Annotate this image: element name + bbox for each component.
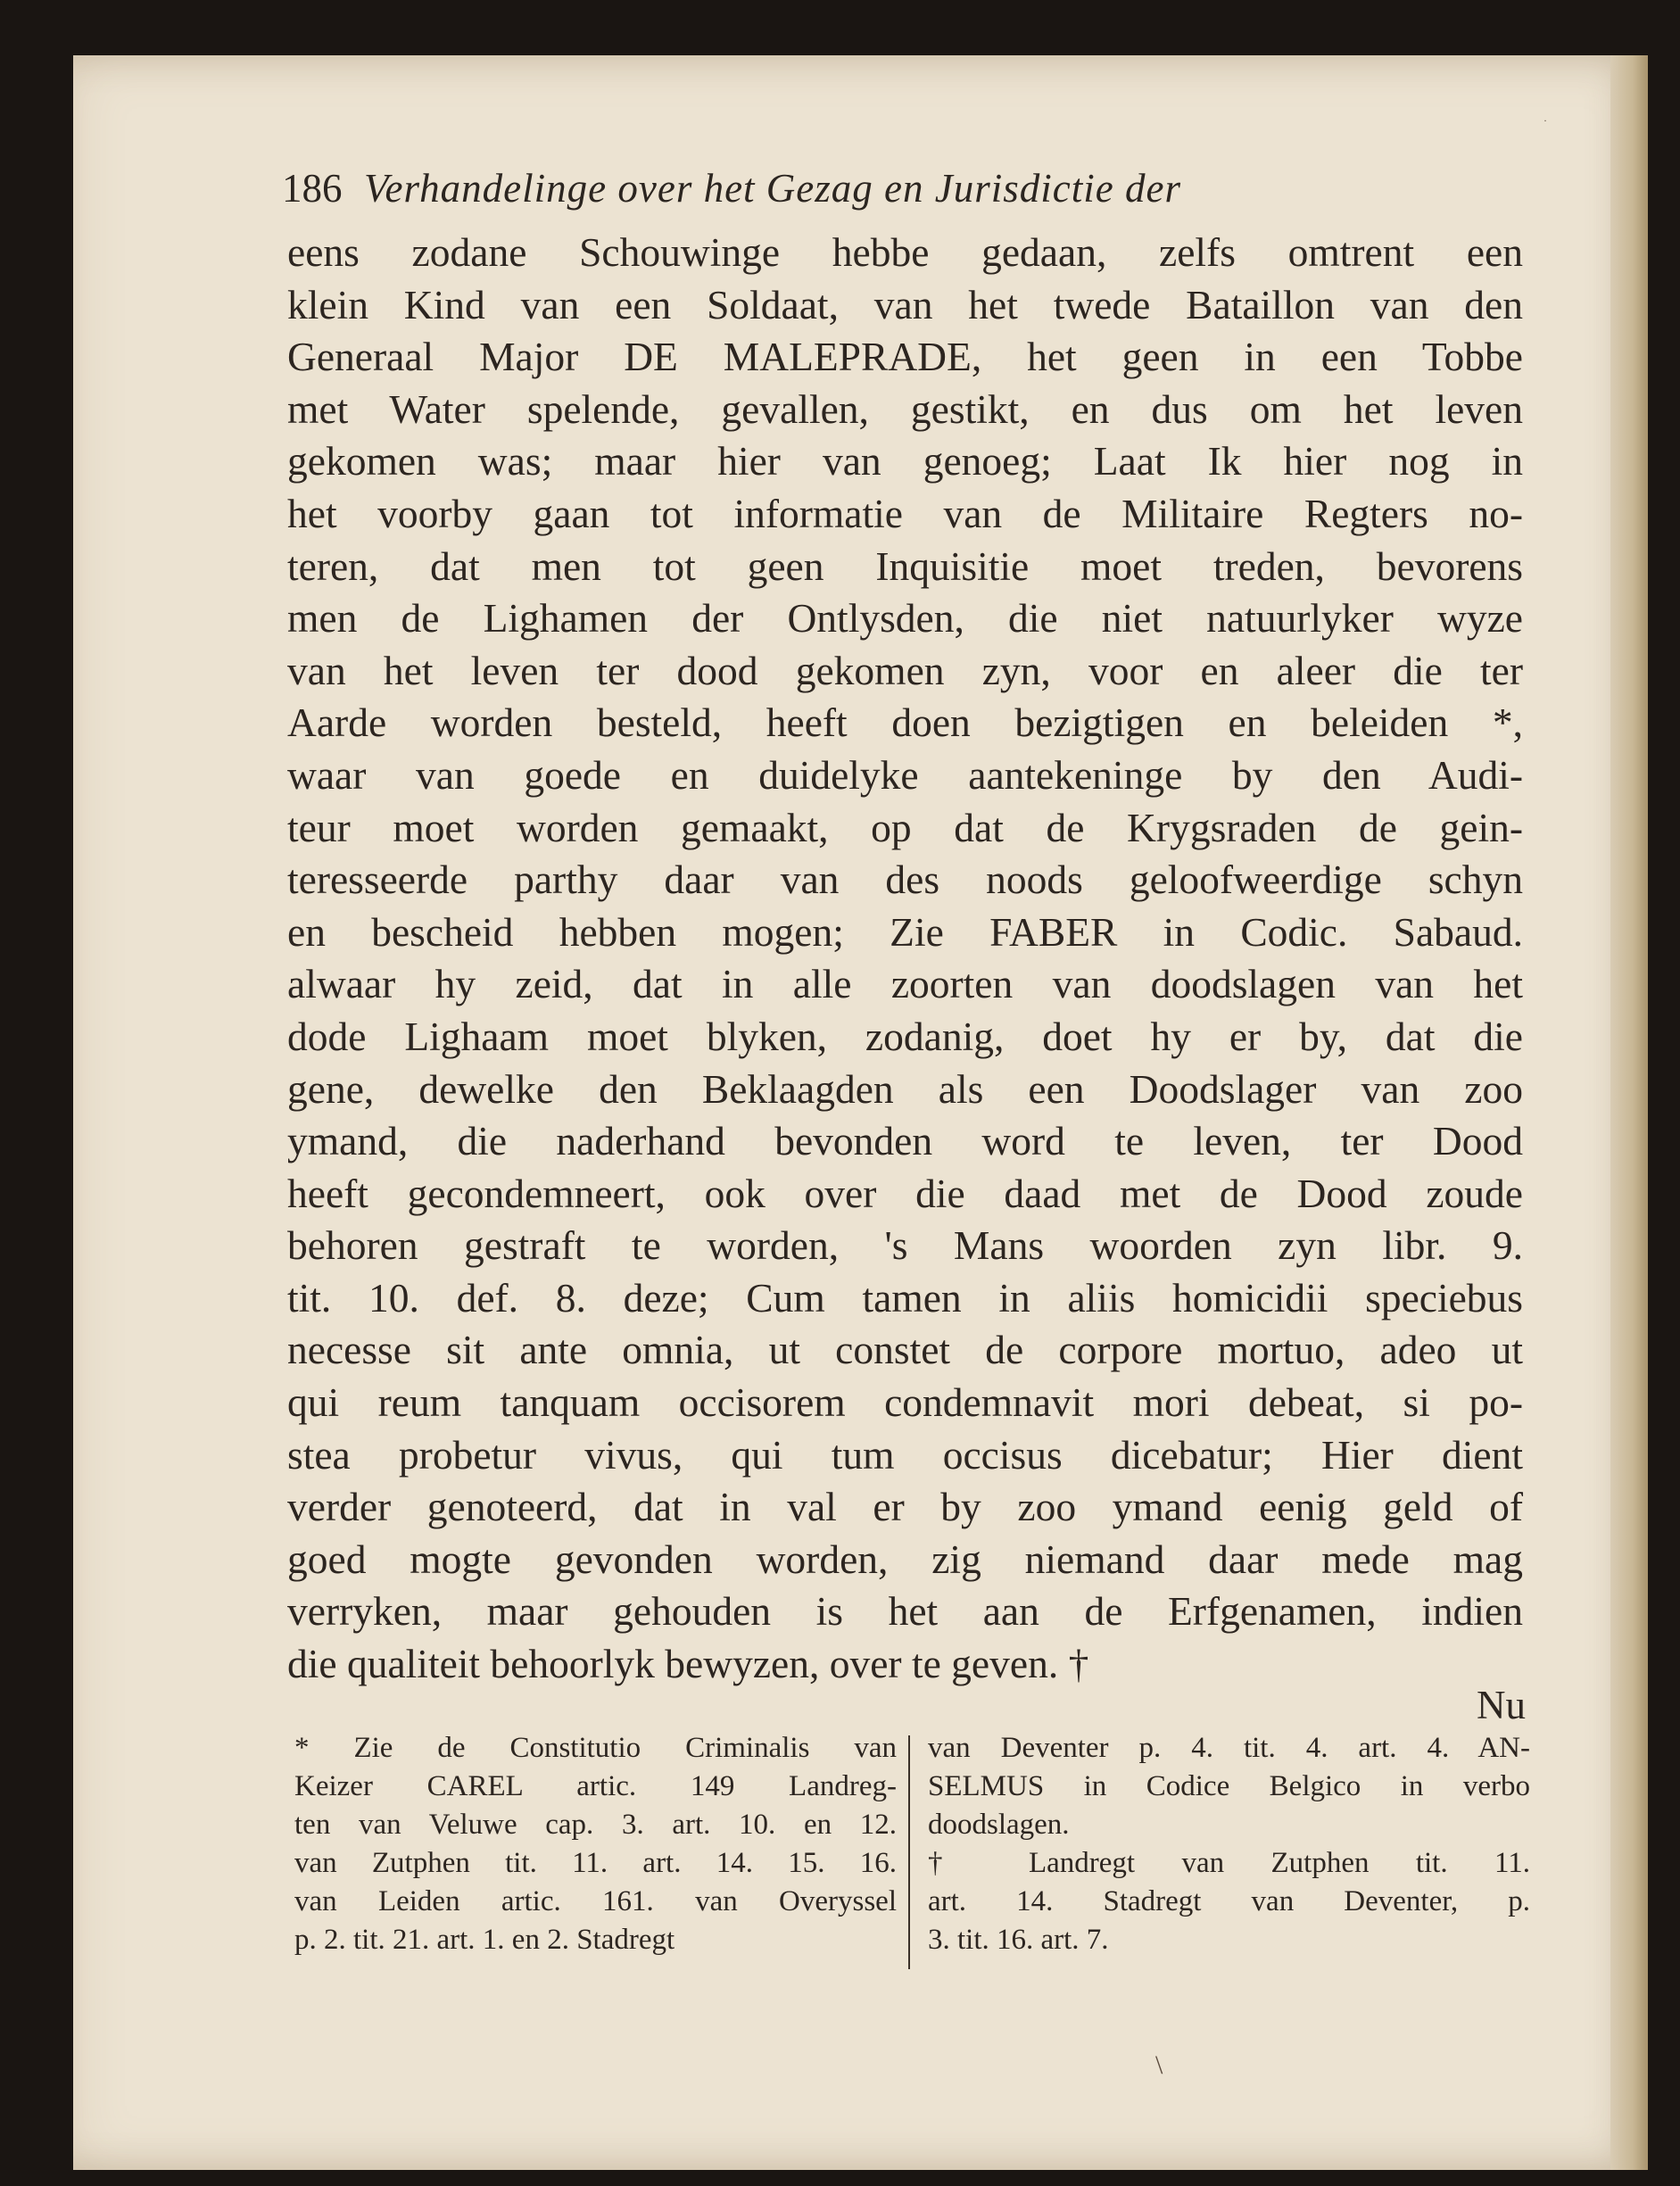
text-line: alwaar hy zeid, dat in alle zoorten van doodslagen van het [287, 961, 1523, 1007]
footnotes-left-column [294, 1729, 897, 1959]
footnote-line: † Landregt van Zutphen tit. 11. [928, 1847, 1530, 1879]
text-line: van het leven ter dood gekomen zyn, voor en aleer die ter [287, 647, 1523, 693]
catchword: Nu [1477, 1683, 1526, 1727]
footnote-line: van Zutphen tit. 11. art. 14. 15. 16. [294, 1847, 897, 1879]
footnote-line: van Leiden artic. 161. van Overyssel [294, 1885, 897, 1917]
text-line: goed mogte gevonden worden, zig niemand daar mede mag [287, 1536, 1523, 1582]
text-line: stea probetur vivus, qui tum occisus dicebatur; Hier dient [287, 1431, 1523, 1478]
footnote-line: van Deventer p. 4. tit. 4. art. 4. AN- [928, 1732, 1530, 1764]
footnote-line: ten van Veluwe cap. 3. art. 10. en 12. [294, 1809, 897, 1841]
footnote-line: p. 2. tit. 21. art. 1. en 2. Stadregt [294, 1924, 675, 1956]
text-line: heeft gecondemneert, ook over die daad met de Dood zoude [287, 1170, 1523, 1216]
text-line: qui reum tanquam occisorem condemnavit mori debeat, si po- [287, 1379, 1523, 1426]
text-line: eens zodane Schouwinge hebbe gedaan, zelfs omtrent een [287, 229, 1523, 275]
text-line: verryken, maar gehouden is het aan de Erfgenamen, indien [287, 1588, 1523, 1635]
text-line: teresseerde parthy daar van des noods geloofweerdige schyn [287, 857, 1523, 903]
running-title: Verhandelinge over het Gezag en Jurisdictie der [364, 166, 1181, 211]
footnotes-right-column [928, 1729, 1530, 1959]
text-line: en bescheid hebben mogen; Zie FABER in Codic. Sabaud. [287, 908, 1523, 955]
page-number: 186 [282, 166, 343, 211]
page-header [282, 165, 1513, 219]
footnote-line: art. 14. Stadregt van Deventer, p. [928, 1885, 1530, 1917]
text-line: teur moet worden gemaakt, op dat de Krygsraden de gein- [287, 804, 1523, 850]
text-line: necesse sit ante omnia, ut constet de corpore mortuo, adeo ut [287, 1327, 1523, 1373]
text-line: gene, dewelke den Beklaagden als een Doodslager van zoo [287, 1065, 1523, 1112]
text-line: waar van goede en duidelyke aantekeninge by den Audi- [287, 751, 1523, 798]
text-line: met Water spelende, gevallen, gestikt, en dus om het leven [287, 385, 1523, 432]
text-line: dode Lighaam moet blyken, zodanig, doet hy er by, dat die [287, 1013, 1523, 1059]
footnote-line: SELMUS in Codice Belgico in verbo [928, 1770, 1530, 1802]
text-line: verder genoteerd, dat in val er by zoo ymand eenig geld of [287, 1484, 1523, 1530]
paper-mark: \ [1155, 2050, 1163, 2080]
text-line: gekomen was; maar hier van genoeg; Laat Ik hier nog in [287, 438, 1523, 484]
footnote-line: * Zie de Constitutio Criminalis van [294, 1732, 897, 1764]
text-line: men de Lighamen der Ontlysden, die niet natuurlyker wyze [287, 595, 1523, 642]
text-line: Aarde worden besteld, heeft doen bezigtigen en beleiden *, [287, 700, 1523, 746]
main-text [287, 227, 1523, 1691]
footnote-line: 3. tit. 16. art. 7. [928, 1924, 1109, 1956]
page-edge [1610, 55, 1648, 2170]
text-line: die qualiteit behoorlyk bewyzen, over te geven. † [287, 1641, 1089, 1687]
text-line: ymand, die naderhand bevonden word te leven, ter Dood [287, 1118, 1523, 1164]
footnote-line: doodslagen. [928, 1809, 1070, 1841]
text-line: klein Kind van een Soldaat, van het twede Bataillon van den [287, 281, 1523, 327]
footnote-divider [908, 1735, 910, 1969]
text-line: tit. 10. def. 8. deze; Cum tamen in aliis homicidii speciebus [287, 1274, 1523, 1321]
text-line: teren, dat men tot geen Inquisitie moet treden, bevorens [287, 542, 1523, 589]
text-line: het voorby gaan tot informatie van de Militaire Regters no- [287, 490, 1523, 536]
paper-speck: · [1543, 114, 1547, 127]
text-line: behoren gestraft te worden, 's Mans woorden zyn libr. 9. [287, 1222, 1523, 1269]
text-line: Generaal Major DE MALEPRADE, het geen in een Tobbe [287, 334, 1523, 380]
footnote-line: Keizer CAREL artic. 149 Landreg- [294, 1770, 897, 1802]
